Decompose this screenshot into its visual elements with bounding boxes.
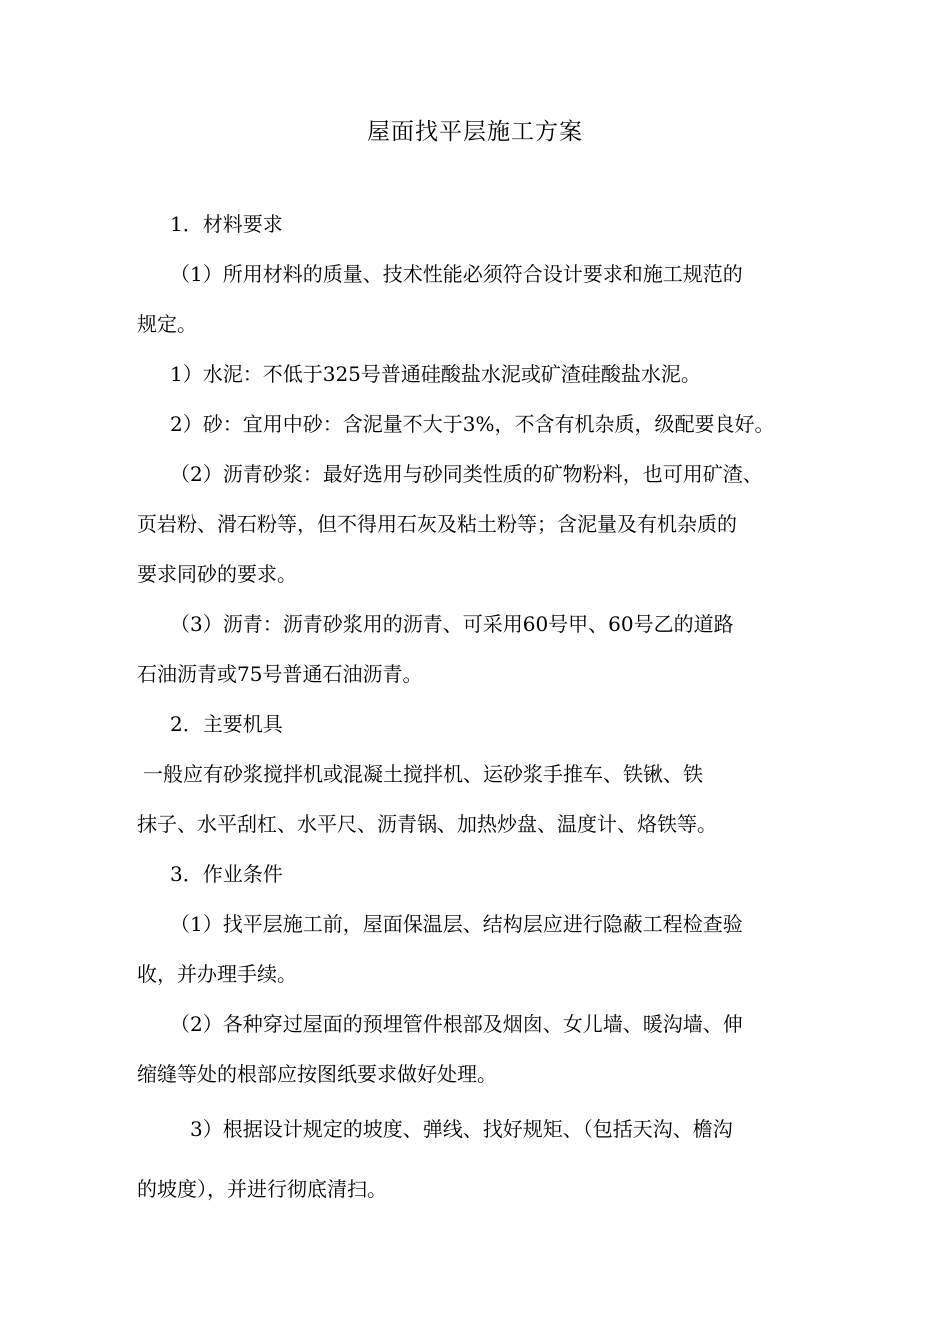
paragraph-line: 2）砂：宜用中砂：含泥量不大于3%，不含有机杂质，级配要良好。 <box>170 412 775 436</box>
paragraph-asphalt <box>170 599 870 649</box>
paragraph-line: 页岩粉、滑石粉等，但不得用石灰及粘土粉等；含泥量及有机杂质的 <box>137 512 737 536</box>
paragraph-line: 一般应有砂浆搅拌机或混凝土搅拌机、运砂浆手推车、铁锹、铁 <box>143 762 703 786</box>
paragraph-cement <box>170 349 870 399</box>
paragraph-asphalt-mortar-cont2 <box>137 549 837 599</box>
paragraph-line: （2）沥青砂浆：最好选用与砂同类性质的矿物粉料，也可用矿渣、 <box>170 462 763 486</box>
paragraph-equipment <box>143 749 843 799</box>
paragraph-line: （2）各种穿过屋面的预埋管件根部及烟囱、女儿墙、暖沟墙、伸 <box>170 1012 743 1036</box>
paragraph-line: 1）水泥：不低于325号普通硅酸盐水泥或矿渣硅酸盐水泥。 <box>170 362 701 386</box>
paragraph-asphalt-cont <box>137 649 837 699</box>
heading-text: 1．材料要求 <box>170 212 283 236</box>
paragraph-asphalt-mortar-cont1 <box>137 499 837 549</box>
paragraph-line: 抹子、水平刮杠、水平尺、沥青锅、加热炒盘、温度计、烙铁等。 <box>137 812 717 836</box>
paragraph-line: 缩缝等处的根部应按图纸要求做好处理。 <box>137 1062 497 1086</box>
paragraph-line: 的坡度），并进行彻底清扫。 <box>137 1177 387 1201</box>
paragraph-line: （3）沥青：沥青砂浆用的沥青、可采用60号甲、60号乙的道路 <box>170 612 734 636</box>
document-title: 屋面找平层施工方案 <box>367 119 583 145</box>
paragraph-leveling-precheck-cont <box>137 949 837 999</box>
paragraph-line: 石油沥青或75号普通石油沥青。 <box>137 662 423 686</box>
section-heading-conditions <box>170 849 870 899</box>
section-heading-materials <box>170 199 870 249</box>
paragraph-line: 规定。 <box>137 312 197 336</box>
section-heading-equipment <box>170 699 870 749</box>
paragraph-slope-layout-cont <box>137 1164 837 1214</box>
paragraph-material-quality <box>170 249 870 299</box>
paragraph-line: 3）根据设计规定的坡度、弹线、找好规矩、（包括天沟、檐沟 <box>190 1117 733 1141</box>
paragraph-slope-layout <box>190 1104 890 1154</box>
paragraph-asphalt-mortar <box>170 449 870 499</box>
paragraph-line: （1）所用材料的质量、技术性能必须符合设计要求和施工规范的 <box>170 262 743 286</box>
heading-text: 2．主要机具 <box>170 712 283 736</box>
paragraph-line: （1）找平层施工前，屋面保温层、结构层应进行隐蔽工程检查验 <box>170 912 743 936</box>
paragraph-equipment-cont <box>137 799 837 849</box>
paragraph-leveling-precheck <box>170 899 870 949</box>
paragraph-penetrations-cont <box>137 1049 837 1099</box>
heading-text: 3．作业条件 <box>170 862 283 886</box>
paragraph-penetrations <box>170 999 870 1049</box>
paragraph-line: 要求同砂的要求。 <box>137 562 297 586</box>
paragraph-sand <box>170 399 870 449</box>
paragraph-line: 收，并办理手续。 <box>137 962 297 986</box>
paragraph-material-quality-cont <box>137 299 837 349</box>
